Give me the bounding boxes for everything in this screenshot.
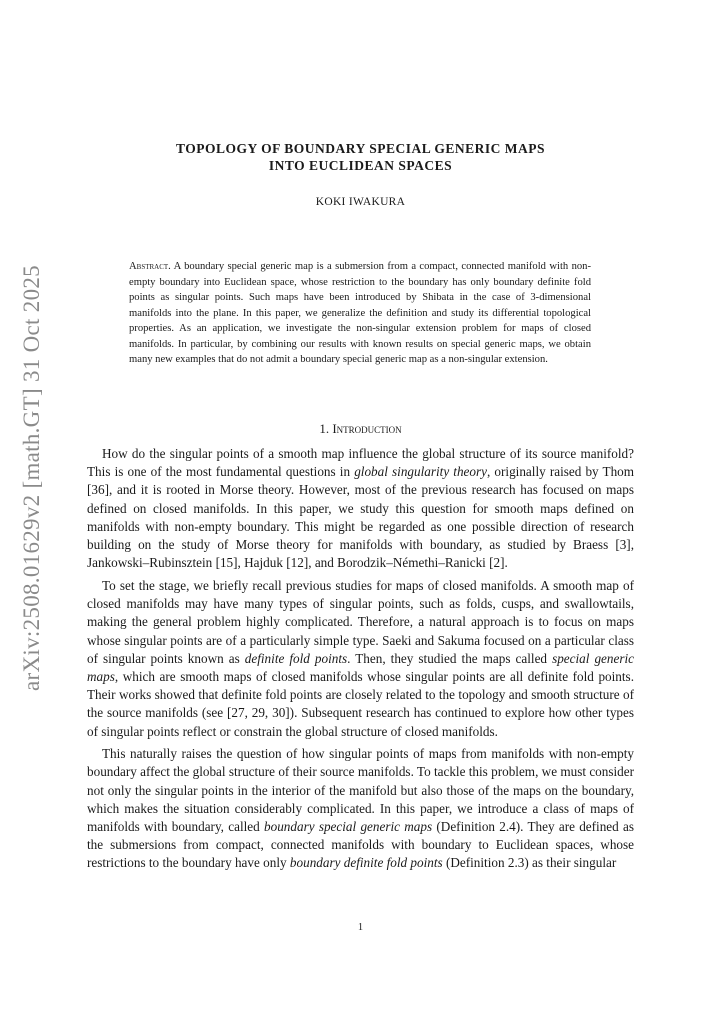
paragraph-2-emphasis-1: definite fold points	[244, 650, 348, 666]
abstract	[129, 259, 591, 368]
title-line-2: INTO EUCLIDEAN SPACES	[268, 158, 453, 173]
paragraph-3-text-a: This naturally raises the question of how singular points of maps from manifolds with non-empty boundary affect the global structure of their source manifolds. To tackle this problem, we must consider not only the singular points in the interior of the manifold but also those of the maps on the boundary, which makes the situation considerably complicated. In this paper, we introduce a class of maps of manifolds with boundary, called	[87, 746, 634, 835]
paragraph-1-text-b: , originally raised by Thom [36], and it is rooted in Morse theory. However, most of the previous research has focused on maps defined on closed manifolds. In this paper, we study this question for smooth maps defined on manifolds with non-empty boundary. This might be regarded as one possible direction of research building on the study of Morse theory for manifolds with boundary, as studied by Braess [3], Jankowski–Rubinsztein [15], Hajduk [12], and Borodzik–Némethi–Ranicki [2].	[87, 464, 635, 571]
author-name: KOKI IWAKURA	[315, 196, 406, 208]
paragraph-3-text-c: (Definition 2.3) as their singular	[445, 855, 617, 871]
section-number: 1.	[319, 421, 330, 436]
arxiv-identifier: arXiv:2508.01629v2 [math.GT] 31 Oct 2025	[19, 265, 44, 691]
title-line-1: TOPOLOGY OF BOUNDARY SPECIAL GENERIC MAPS	[176, 141, 545, 156]
paragraph-3	[87, 745, 634, 872]
paragraph-1-text-a: How do the singular points of a smooth map influence the global structure of its source manifold? This is one of the most fundamental questions in	[87, 446, 634, 480]
paragraph-3-text-b: (Definition 2.4). They are defined as the submersions from compact, connected manifolds with boundary to Euclidean spaces, whose restrictions to the boundary have only	[87, 819, 635, 871]
paragraph-2-text-a: To set the stage, we briefly recall previous studies for maps of closed manifolds. A smooth map of closed manifolds may have many types of singular points, such as folds, cusps, and swallowtails, making the general problem highly complicated. Therefore, a natural approach is to focus on maps whose singular points are of a particularly simple type. Saeki and Sakuma focused on a particular class of singular points known as	[87, 577, 634, 666]
paragraph-1-emphasis: global singularity theory	[354, 464, 487, 480]
paragraph-2-emphasis-2: special generic maps	[87, 650, 635, 684]
paragraph-2	[87, 577, 634, 741]
paper-title	[0, 140, 721, 174]
paragraph-2-text-c: , which are smooth maps of closed manifolds whose singular points are all definite fold points. Their works showed that definite fold points are closely related to the topology and smooth structure of the source manifolds (see [27, 29, 30]). Subsequent research has continued to explore how other types of singular points reflect or constrain the global structure of closed manifolds.	[87, 668, 634, 739]
paragraph-1	[87, 445, 634, 572]
page-number: 1	[357, 922, 364, 933]
body-text	[87, 445, 634, 877]
abstract-label: Abstract.	[129, 261, 171, 272]
section-heading	[0, 421, 721, 437]
paragraph-3-emphasis-2: boundary definite fold points	[289, 855, 443, 871]
abstract-text: A boundary special generic map is a submersion from a compact, connected manifold with non-empty boundary into Euclidean space, whose restriction to the boundary has only boundary definite fold points as singular points. Such maps have been introduced by Shibata in the case of 3-dimensional manifolds into the plane. In this paper, we generalize the definition and study its differential topological properties. As an application, we investigate the non-singular extension problem for maps of closed manifolds. In particular, by combining our results with known results on special generic maps, we obtain many new examples that do not admit a boundary special generic map as a non-singular extension.	[129, 261, 591, 365]
paragraph-2-text-b: . Then, they studied the maps called	[347, 650, 548, 666]
section-title: Introduction	[332, 421, 402, 436]
paragraph-3-emphasis-1: boundary special generic maps	[264, 819, 433, 835]
